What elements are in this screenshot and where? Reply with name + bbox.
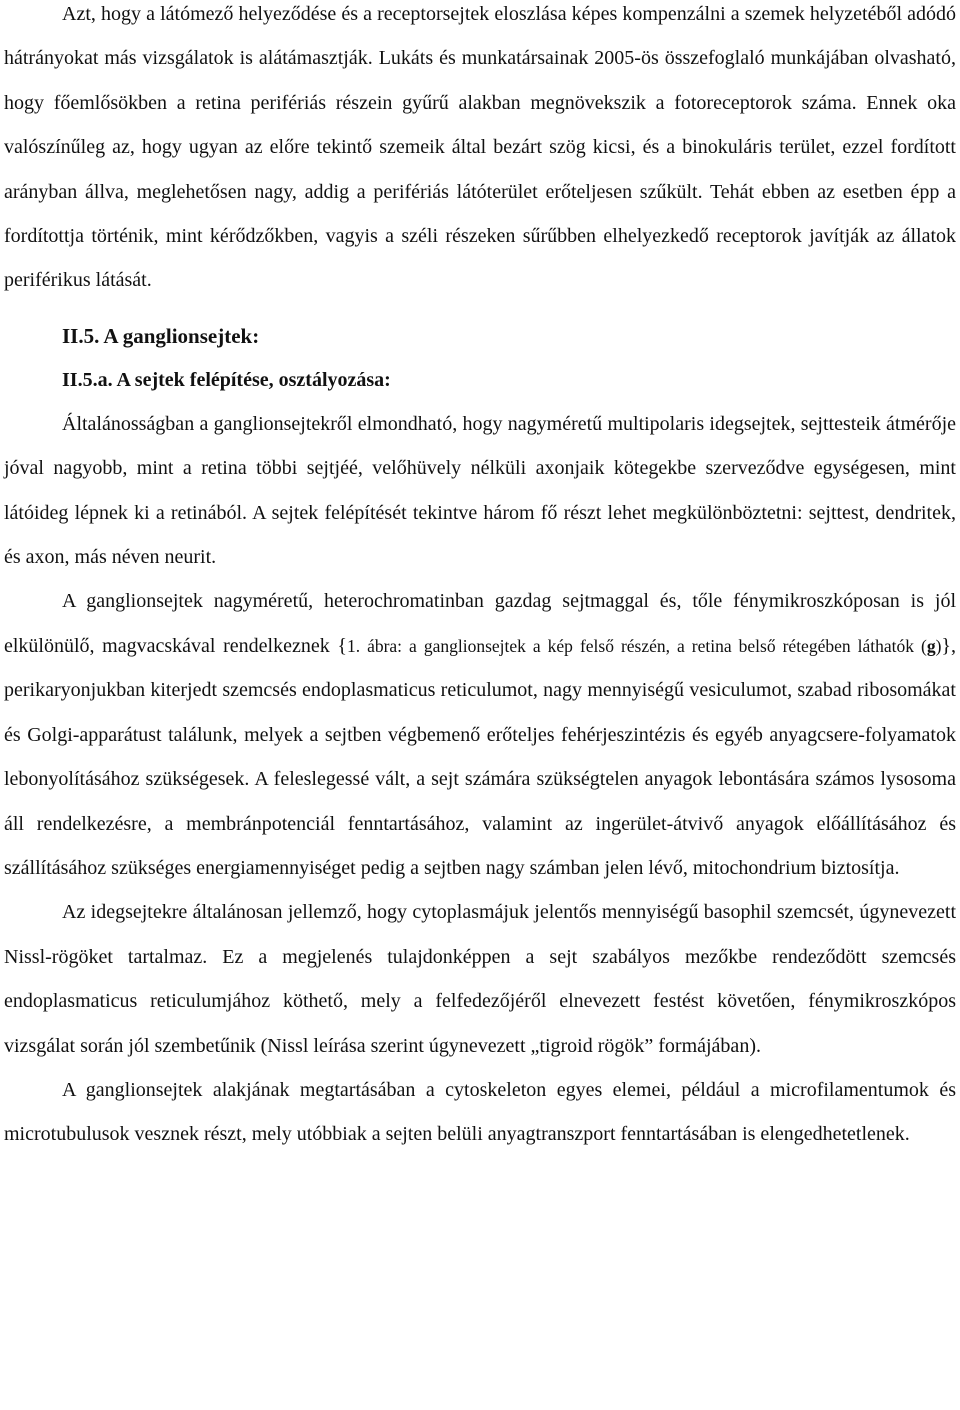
figure-label-g: g — [926, 635, 936, 656]
document-page — [4, 0, 956, 1157]
paragraph-cytoskeleton — [4, 1068, 956, 1157]
paragraph-text: A ganglionsejtek alakjának megtartásában a cytoskeleton egyes elemei, például a microfilamentumok és microtubulusok vesznek részt, mely utóbbiak a sejten belüli anyagtranszport fenntartásában is elengedhetetlenek. — [4, 1078, 956, 1146]
section-heading: II.5. A ganglionsejtek: — [62, 323, 260, 348]
paragraph-text: Azt, hogy a látómező helyeződése és a receptorsejtek eloszlása képes kompenzálni a szemek helyzetéből adódó hátrányokat más vizsgálatok is alátámasztják. Lukáts és munkatársainak 2005-ös összefoglaló munkájában olvasható, hogy főemlősökben a retina perifériás részein gyűrű alakban megnövekszik a fotoreceptorok száma. Ennek oka valószínűleg az, hogy ugyan az előre tekintő szemeik által bezárt szög kicsi, és a binokuláris terület, ezzel fordított arányban állva, meglehetősen nagy, addig a perifériás látóterület erőteljesen szűkült. Tehát ebben az esetben épp a fordítottja történik, mint kérődzőkben, vagyis a széli részeken sűrűbben elhelyezkedő receptorok javítják az állatok periférikus látását. — [4, 3, 956, 292]
paragraph-ganglion-nucleus — [4, 579, 956, 890]
paragraph-text: }, perikaryonjukban kiterjedt szemcsés endoplasmaticus reticulumot, nagy mennyiségű vesiculumot, szabad ribosomákat és Golgi-apparátust találunk, melyek a sejtben végbemenő erőteljes fehérjeszintézis és egyéb anyagcsere-folyamatok lebonyolításához szükségesek. A feleslegessé vált, a sejt számára szükségtelen anyagok lebontására számos lysosoma áll rendelkezésre, a membránpotenciál fenntartásához, valamint az ingerület-átvivő anyagok előállításához és szállításához szükséges energiamennyiséget pedig a sejtben nagy számban jelen lévő, mitochondrium biztosítja. — [4, 634, 957, 879]
figure-caption-close: ) — [935, 635, 942, 656]
figure-caption-reference: 1. ábra: a ganglionsejtek a kép felső részén, a retina belső rétegében láthatók ( — [346, 635, 927, 656]
paragraph-nissl — [4, 890, 956, 1068]
subsection-heading: II.5.a. A sejtek felépítése, osztályozása: — [62, 368, 391, 391]
paragraph-text: A ganglionsejtek nagyméretű, heterochromatinban gazdag sejtmaggal és, tőle fénymikroszkóposan is jól elkülönülő, magvacskával rendelkeznek { — [4, 590, 956, 657]
paragraph-text: Általánosságban a ganglionsejtekről elmondható, hogy nagyméretű multipolaris idegsejtek, sejttesteik átmérője jóval nagyobb, mint a retina többi sejtjéé, velőhüvely nélküli axonjaik kötegekbe szerveződve egységesen, mint látóideg lépnek ki a retinából. A sejtek felépítését tekintve három fő részt lehet megkülönböztetni: sejttest, dendritek, és axon, más néven neurit. — [4, 412, 956, 569]
paragraph-ganglion-general — [4, 402, 956, 580]
paragraph-text: Az idegsejtekre általánosan jellemző, hogy cytoplasmájuk jelentős mennyiségű basophil szemcsét, úgynevezett Nissl-rögöket tartalmaz. Ez a megjelenés tulajdonképpen a sejt szabályos mezőkbe rendeződött szemcsés endoplasmaticus reticulumjához köthető, mely a felfedezőjéről elnevezett festést követően, fénymikroszkópos vizsgálat során jól szembetűnik (Nissl leírása szerint úgynevezett „tigroid rögök” formájában). — [4, 901, 956, 1057]
paragraph-receptor-distribution — [4, 0, 956, 303]
